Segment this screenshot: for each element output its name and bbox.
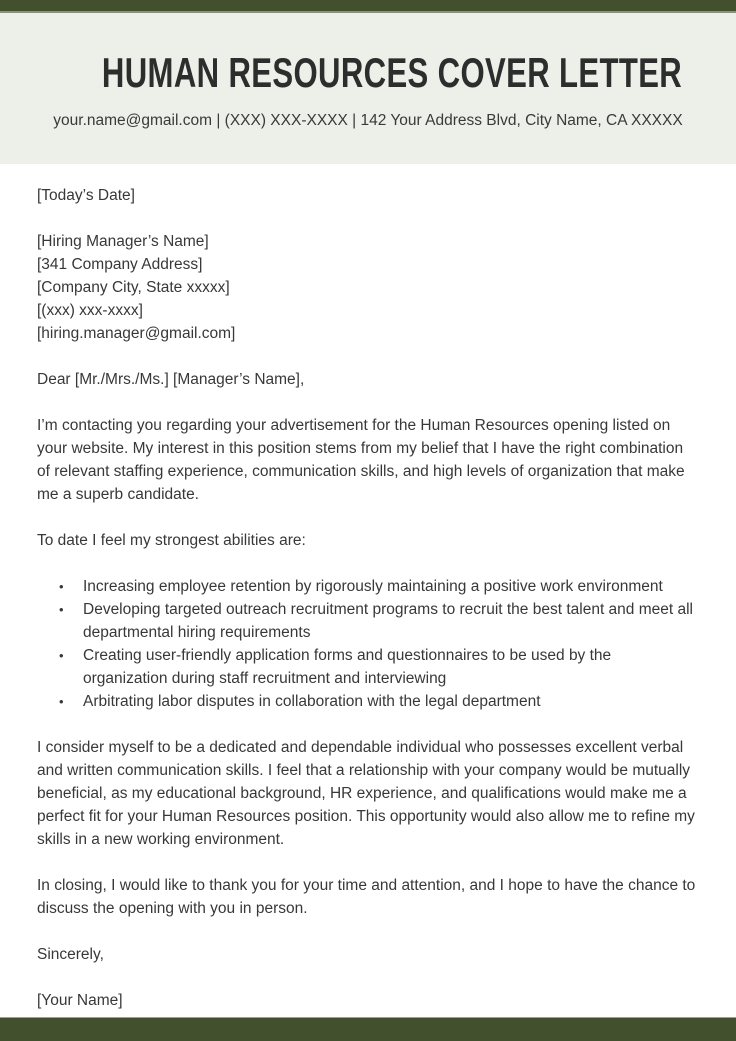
page-title-text: HUMAN RESOURCES COVER LETTER bbox=[101, 49, 683, 96]
intro-paragraph: I’m contacting you regarding your advertisement for the Human Resources opening listed on your website. My interest in this position stems from my belief that I have the right combination of relevant staffing experience, communication skills, and high levels of organization that make me a superb candidate. bbox=[37, 417, 685, 503]
bullet-icon: • bbox=[59, 648, 64, 663]
salutation: Dear [Mr./Mrs./Ms.] [Manager’s Name], bbox=[37, 371, 305, 388]
letter-body bbox=[0, 164, 736, 1012]
bullet-icon: • bbox=[59, 579, 64, 594]
abilities-list bbox=[37, 575, 699, 713]
date-placeholder: [Today’s Date] bbox=[37, 187, 135, 204]
ability-item-text: Arbitrating labor disputes in collaboration with the legal department bbox=[83, 693, 541, 710]
page-title bbox=[0, 49, 736, 96]
recipient-address-block bbox=[37, 230, 699, 345]
recipient-city-line: [Company City, State xxxxx] bbox=[37, 279, 230, 296]
ability-item-text: Developing targeted outreach recruitment programs to recruit the best talent and meet all departmental hiring requirements bbox=[83, 601, 693, 641]
ability-item-text: Creating user-friendly application forms and questionnaires to be used by the organization during staff recruitment and interviewing bbox=[83, 647, 612, 687]
closing-paragraph: In closing, I would like to thank you for your time and attention, and I hope to have the chance to discuss the opening with you in person. bbox=[37, 877, 696, 917]
list-item bbox=[37, 644, 699, 690]
bottom-accent-bar bbox=[0, 1017, 736, 1041]
bullet-icon: • bbox=[59, 602, 64, 617]
top-accent-bar bbox=[0, 0, 736, 13]
bullet-icon: • bbox=[59, 694, 64, 709]
recipient-phone-line: [(xxx) xxx-xxxx] bbox=[37, 302, 143, 319]
sign-off: Sincerely, bbox=[37, 946, 104, 963]
ability-item-text: Increasing employee retention by rigorously maintaining a positive work environment bbox=[83, 578, 663, 595]
list-item bbox=[37, 598, 699, 644]
signature-placeholder: [Your Name] bbox=[37, 992, 123, 1009]
recipient-email-line: [hiring.manager@gmail.com] bbox=[37, 325, 236, 342]
list-item bbox=[37, 575, 699, 598]
letterhead bbox=[0, 13, 736, 164]
contact-info-line: your.name@gmail.com | (XXX) XXX-XXXX | 142 Your Address Blvd, City Name, CA XXXXX bbox=[53, 112, 683, 129]
recipient-street-line: [341 Company Address] bbox=[37, 256, 203, 273]
body-paragraph: I consider myself to be a dedicated and dependable individual who possesses excellent verbal and written communication skills. I feel that a relationship with your company would be mutually beneficial, as my educational background, HR experience, and qualifications would make me a perfect fit for your Human Resources position. This opportunity would also allow me to refine my skills in a new working environment. bbox=[37, 739, 695, 848]
list-item bbox=[37, 690, 699, 713]
recipient-name-line: [Hiring Manager’s Name] bbox=[37, 233, 209, 250]
abilities-lead-line: To date I feel my strongest abilities are: bbox=[37, 532, 306, 549]
